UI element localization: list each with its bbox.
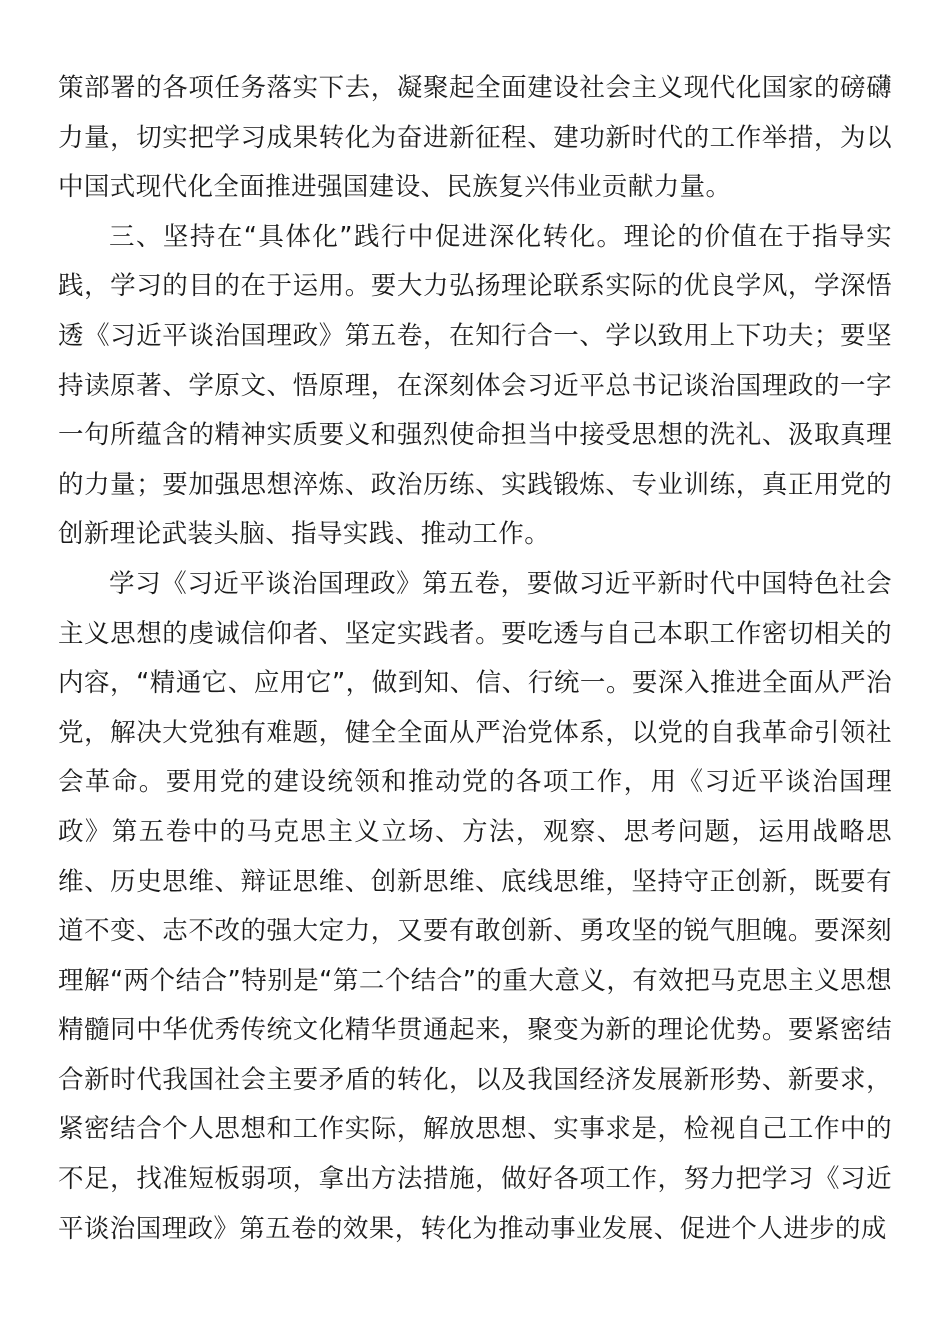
document-body bbox=[58, 64, 892, 1254]
paragraph-study-volume-five: 学习《习近平谈治国理政》第五卷，要做习近平新时代中国特色社会主义思想的虔诚信仰者、坚定实践者。要吃透与自己本职工作密切相关的内容，“精通它、应用它”，做到知、信、行统一。要深入推进全面从严治党，解决大党独有难题，健全全面从严治党体系，以党的自我革命引领社会革命。要用党的建设统领和推动党的各项工作，用《习近平谈治国理政》第五卷中的马克思主义立场、方法，观察、思考问题，运用战略思维、历史思维、辩证思维、创新思维、底线思维，坚持守正创新，既要有道不变、志不改的强大定力，又要有敢创新、勇攻坚的锐气胆魄。要深刻理解“两个结合”特别是“第二个结合”的重大意义，有效把马克思主义思想精髓同中华优秀传统文化精华贯通起来，聚变为新的理论优势。要紧密结合新时代我国社会主要矛盾的转化，以及我国经济发展新形势、新要求，紧密结合个人思想和工作实际，解放思想、实事求是，检视自己工作中的不足，找准短板弱项，拿出方法措施，做好各项工作，努力把学习《习近平谈治国理政》第五卷的效果，转化为推动事业发展、促进个人进步的成 bbox=[58, 568, 892, 1244]
paragraph-section-three: 三、坚持在“具体化”践行中促进深化转化。理论的价值在于指导实践，学习的目的在于运用。要大力弘扬理论联系实际的优良学风，学深悟透《习近平谈治国理政》第五卷，在知行合一、学以致用上下功夫；要坚持读原著、学原文、悟原理，在深刻体会习近平总书记谈治国理政的一字一句所蕴含的精神实质要义和强烈使命担当中接受思想的洗礼、汲取真理的力量；要加强思想淬炼、政治历练、实践锻炼、专业训练，真正用党的创新理论武装头脑、指导实践、推动工作。 bbox=[58, 221, 892, 550]
paragraph-continuation: 策部署的各项任务落实下去，凝聚起全面建设社会主义现代化国家的磅礴力量，切实把学习成果转化为奋进新征程、建功新时代的工作举措，为以中国式现代化全面推进强国建设、民族复兴伟业贡献力量。 bbox=[58, 73, 892, 203]
